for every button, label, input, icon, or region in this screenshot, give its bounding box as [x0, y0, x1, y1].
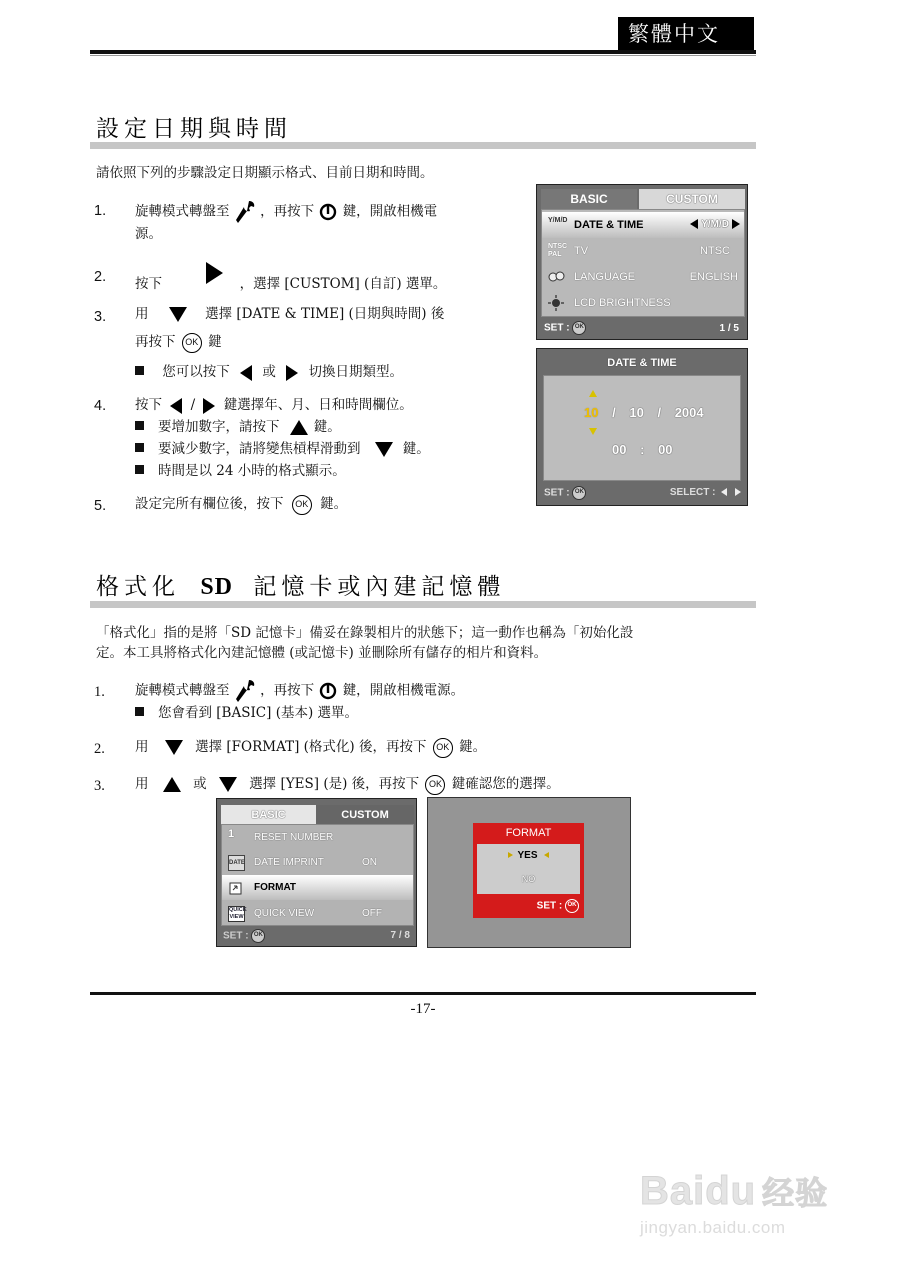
- step-number: 1.: [94, 684, 105, 700]
- ntsc-pal-icon: NTSC PAL: [548, 243, 568, 258]
- screen-footer-set: SET : OK: [223, 929, 265, 943]
- screen-page-indicator: 1 / 5: [719, 323, 739, 334]
- option-no: NO: [521, 874, 536, 884]
- quick-view-icon: QUICK VIEW: [229, 907, 247, 920]
- page-number: -17-: [410, 1001, 436, 1017]
- tab-basic: BASIC: [221, 805, 316, 824]
- format-step-2: 用 選擇 [FORMAT] (格式化) 後，再按下 OK 鍵。: [135, 737, 486, 758]
- bullet-icon: [135, 366, 144, 375]
- menu-row-format: FORMAT: [222, 875, 413, 900]
- wrench-icon: [234, 200, 256, 224]
- menu-row-language: LANGUAGE ENGLISH: [542, 264, 744, 290]
- step-4: 按下 / 鍵選擇年、月、日和時間欄位。: [135, 397, 413, 413]
- dialog-title: FORMAT: [505, 827, 552, 839]
- ok-button-icon: OK: [182, 333, 202, 353]
- right-arrow-icon: [508, 852, 513, 858]
- down-arrow-icon: [219, 777, 237, 792]
- ok-button-icon: OK: [425, 775, 445, 795]
- footer-rule: [90, 992, 756, 995]
- bullet-icon: [135, 465, 144, 474]
- down-arrow-icon: [169, 307, 187, 322]
- section-title-format: 格式化 SD 記憶卡或內建記憶體: [96, 574, 506, 600]
- header-rule: [90, 50, 756, 54]
- tab-custom: CUSTOM: [316, 805, 414, 824]
- step-number: 3.: [94, 778, 105, 794]
- camera-screen-format-dialog: [427, 797, 631, 948]
- dialog-footer-set: SET : OK: [537, 899, 579, 913]
- step-2: 按下 ，選擇 [CUSTOM] (自訂) 選單。: [135, 262, 515, 294]
- language-tab: 繁體中文: [618, 17, 754, 51]
- time-field: 00 : 00: [612, 442, 673, 457]
- down-arrow-icon: [375, 442, 393, 457]
- date-field: 10 / 10 / 2004: [584, 405, 704, 420]
- format-step-3: 用 或 選擇 [YES] (是) 後，再按下 OK 鍵確認您的選擇。: [135, 774, 560, 795]
- menu-row-reset-number: 1 RESET NUMBER: [222, 825, 413, 851]
- camera-screen-basic-menu: [216, 798, 417, 947]
- format-dialog: [473, 823, 584, 918]
- menu-row-lcd-brightness: LCD BRIGHTNESS: [542, 290, 744, 316]
- header-rule-thin: [90, 55, 756, 56]
- power-icon: [318, 202, 338, 222]
- left-arrow-icon: [544, 852, 549, 858]
- step-number: 3.: [94, 309, 107, 325]
- right-arrow-icon: [203, 398, 215, 414]
- bullet-icon: [135, 707, 144, 716]
- left-arrow-icon: [170, 398, 182, 414]
- down-arrow-icon: [589, 428, 597, 435]
- down-arrow-icon: [165, 740, 183, 755]
- format-step-1-bullet: 您會看到 [BASIC] (基本) 選單。: [135, 703, 358, 723]
- up-arrow-icon: [290, 420, 308, 435]
- option-yes: YES: [477, 850, 580, 861]
- power-icon: [318, 681, 338, 701]
- screen-footer-select: SELECT :: [670, 487, 741, 498]
- reset-number-icon: 1: [228, 828, 235, 840]
- ok-button-icon: OK: [433, 738, 453, 758]
- step-number: 5.: [94, 498, 107, 514]
- format-step-1: 旋轉模式轉盤至 ，再按下 鍵，開啟相機電源。: [135, 679, 464, 703]
- tab-custom: CUSTOM: [639, 189, 745, 209]
- step-3-bullet: 您可以按下 或 切換日期類型。: [135, 362, 403, 382]
- step-number: 1.: [94, 203, 107, 219]
- section-intro: 請依照下列的步驟設定日期顯示格式、目前日期和時間。: [96, 165, 434, 181]
- section-divider: [90, 142, 756, 149]
- section2-intro: 「格式化」指的是將「SD 記憶卡」備妥在錄製相片的狀態下；這一動作也稱為「初始化設 定。本工具將格式化內建記憶體 (或記憶卡) 並刪除所有儲存的相片和資料。: [96, 625, 634, 661]
- screen-footer-set: SET : OK: [544, 321, 586, 335]
- left-arrow-icon: [690, 219, 698, 229]
- step-number: 2.: [94, 741, 105, 757]
- right-arrow-icon: [286, 365, 298, 381]
- language-icon: [548, 269, 565, 285]
- menu-row-date-imprint: DATE DATE IMPRINT ON: [222, 850, 413, 876]
- date-imprint-icon: DATE: [228, 855, 245, 871]
- right-arrow-icon: [735, 488, 741, 496]
- step-number: 2.: [94, 269, 107, 285]
- tab-basic: BASIC: [541, 189, 637, 209]
- menu-row-quick-view: QUICK VIEW QUICK VIEW OFF: [229, 907, 382, 920]
- menu-row-tv: NTSC PAL TV NTSC: [548, 243, 730, 258]
- bullet-icon: [135, 421, 144, 430]
- right-arrow-icon: [732, 219, 740, 229]
- date-time-icon: Y/M/D: [548, 217, 568, 224]
- wrench-icon: [234, 679, 256, 703]
- step-1: 旋轉模式轉盤至 ，再按下 鍵，開啟相機電 源。: [135, 200, 505, 244]
- bullet-icon: [135, 443, 144, 452]
- section-title-date-time: 設定日期與時間: [96, 116, 292, 142]
- left-arrow-icon: [240, 365, 252, 381]
- screen-footer-set: SET : OK: [544, 486, 586, 500]
- up-arrow-icon: [163, 777, 181, 792]
- screen-page-indicator: 7 / 8: [390, 930, 410, 941]
- step-5: 設定完所有欄位後，按下 OK 鍵。: [135, 494, 347, 515]
- screen-title: DATE & TIME: [607, 357, 677, 369]
- up-arrow-icon: [589, 390, 597, 397]
- baidu-watermark: Baidu 经验 jingyan.baidu.com: [640, 1169, 829, 1237]
- right-arrow-icon: [206, 262, 223, 284]
- step-3: 用 選擇 [DATE & TIME] (日期與時間) 後 再按下 OK 鍵: [135, 300, 515, 356]
- brightness-icon: [548, 295, 565, 311]
- format-icon: [228, 880, 245, 896]
- section-divider: [90, 601, 756, 608]
- left-arrow-icon: [721, 488, 727, 496]
- step-number: 4.: [94, 398, 107, 414]
- step-4-bullets: 要增加數字，請按下 鍵。 要減少數字，請將變焦槓桿滑動到 鍵。 時間是以 24 小時的格式顯示。: [135, 416, 430, 482]
- ok-button-icon: OK: [292, 495, 312, 515]
- camera-screen-custom-menu: [536, 184, 748, 340]
- dialog-options: [477, 844, 580, 894]
- menu-row-date-time: Y/M/D DATE & TIME Y/M/D: [542, 212, 744, 238]
- camera-screen-date-time: [536, 348, 748, 506]
